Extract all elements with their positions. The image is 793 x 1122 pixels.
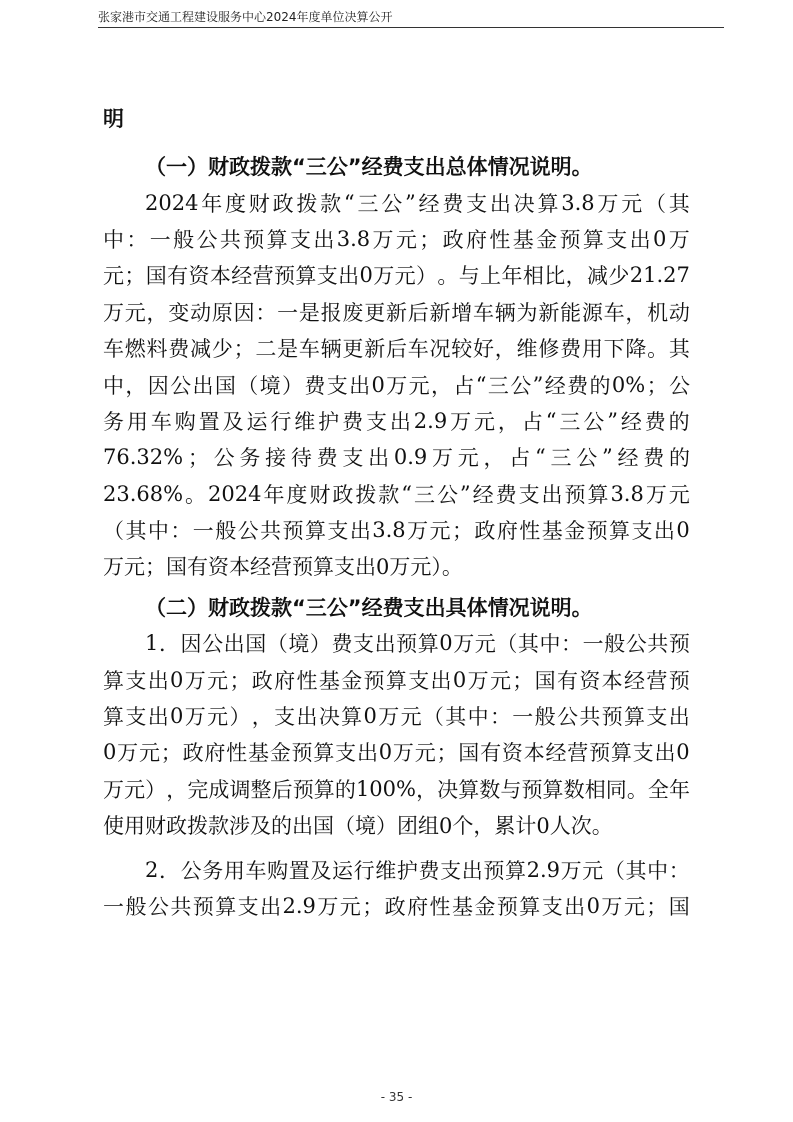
section-2-paragraph-1 — [103, 625, 690, 843]
page-number: - 35 - — [380, 1090, 413, 1104]
paragraph-line: 算 支 出 0 万 元 ） ， 支 出 决 算 0 万 元 （ 其 中 ： 一 般 公 共 预 算 支 出 — [103, 704, 690, 730]
paragraph-line: （ 其 中 ： 一 般 公 共 预 算 支 出 3.8 万 元 ； 政 府 性 基 金 预 算 支 出 0 — [103, 518, 690, 544]
paragraph-line: 1 ． 因 公 出 国 （ 境 ） 费 支 出 预 算 0 万 元 （ 其 中 ： 一 般 公 共 预 — [145, 631, 690, 657]
paragraph-line: 元 ； 国 有 资 本 经 营 预 算 支 出 0 万 元 ） 。 与 上 年 相 比 ， 减 少 21.27 — [103, 263, 690, 289]
paragraph-line: 2 ． 公 务 用 车 购 置 及 运 行 维 护 费 支 出 预 算 2.9 万 元 （ 其 中 ： — [145, 857, 690, 883]
paragraph-line: 万 元 ） ， 完 成 调 整 后 预 算 的 100% ， 决 算 数 与 预 算 数 相 同 。 全 年 — [103, 776, 690, 802]
header-divider — [98, 27, 724, 28]
paragraph-line: 使用财政拨款涉及的出国（境）团组0个，累计0人次。 — [103, 814, 613, 839]
paragraph-line: 中 ， 因 公 出 国 （ 境 ） 费 支 出 0 万 元 ， 占 “ 三 公 ” 经 费 的 0% ； 公 — [103, 372, 690, 398]
section-heading-2: （二）财政拨款“三公”经费支出具体情况说明。 — [145, 595, 593, 620]
paragraph-line: 23.68% 。 2024 年 度 财 政 拨 款 “ 三 公 ” 经 费 支 出 预 算 3.8 万 元 — [103, 481, 690, 507]
paragraph-line: 万 元 ， 变 动 原 因 ： 一 是 报 废 更 新 后 新 增 车 辆 为 新 能 源 车 ， 机 动 — [103, 300, 690, 325]
paragraph-line: 76.32% ； 公 务 接 待 费 支 出 0.9 万 元 ， 占 “ 三 公 ” 经 费 的 — [103, 445, 690, 471]
paragraph-line: 算 支 出 0 万 元 ； 政 府 性 基 金 预 算 支 出 0 万 元 ； 国 有 资 本 经 营 预 — [103, 667, 690, 693]
paragraph-line: 务 用 车 购 置 及 运 行 维 护 费 支 出 2.9 万 元 ， 占 “ 三 公 ” 经 费 的 — [103, 408, 690, 434]
section-heading-1: （一）财政拨款“三公”经费支出总体情况说明。 — [145, 155, 593, 180]
continued-heading-fragment: 明 — [103, 106, 124, 131]
paragraph-line: 中 ： 一 般 公 共 预 算 支 出 3.8 万 元 ； 政 府 性 基 金 预 算 支 出 0 万 — [103, 226, 690, 252]
paragraph-line: 万元；国有资本经营预算支出0万元）。 — [103, 555, 463, 580]
paragraph-line: 一 般 公 共 预 算 支 出 2.9 万 元 ； 政 府 性 基 金 预 算 支 出 0 万 元 ； 国 — [103, 894, 690, 919]
document-body — [103, 91, 690, 924]
paragraph-line: 2024 年 度 财 政 拨 款 “ 三 公 ” 经 费 支 出 决 算 3.8 万 元 （ 其 — [145, 190, 690, 216]
section-2-paragraph-2 — [103, 851, 690, 924]
page-header: 张家港市交通工程建设服务中心2024年度单位决算公开 — [98, 10, 393, 24]
paragraph-line: 车 燃 料 费 减 少 ； 二 是 车 辆 更 新 后 车 况 较 好 ， 维 修 费 用 下 降 。 其 — [103, 337, 690, 362]
section-1-paragraph — [103, 184, 690, 584]
paragraph-line: 0 万 元 ； 政 府 性 基 金 预 算 支 出 0 万 元 ； 国 有 资 本 经 营 预 算 支 出 0 — [103, 740, 690, 766]
